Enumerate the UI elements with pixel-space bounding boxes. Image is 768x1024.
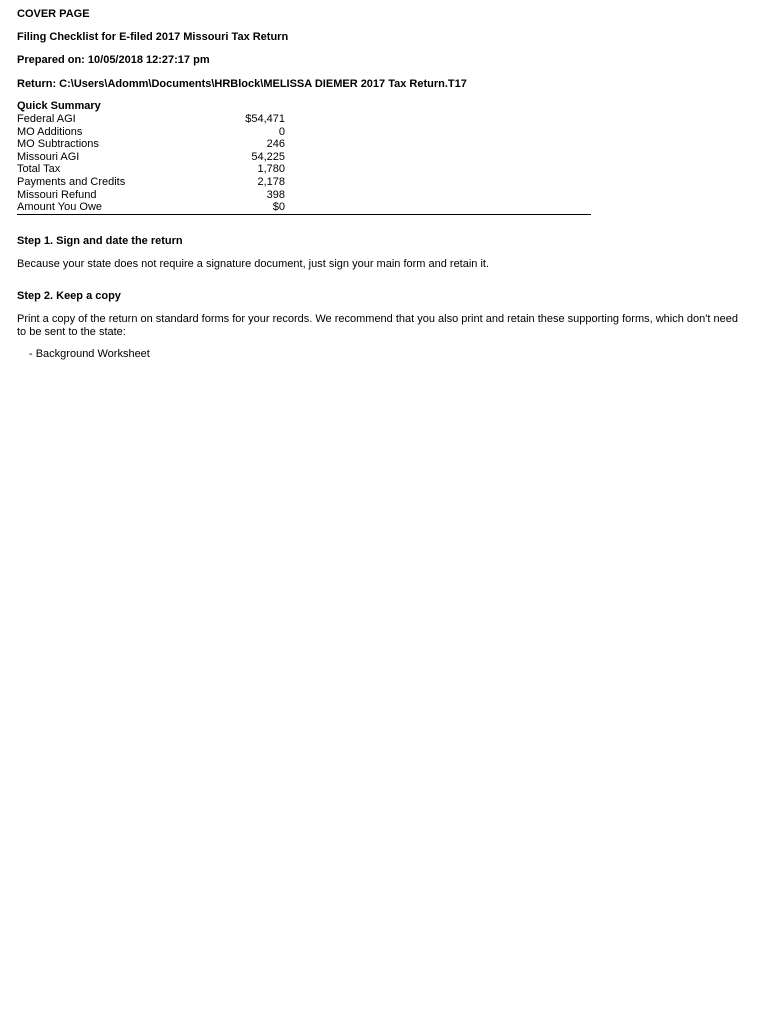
step2-title: Step 2. Keep a copy <box>17 290 121 302</box>
table-row <box>17 151 591 164</box>
table-row <box>17 189 591 202</box>
cover-page-label: COVER PAGE <box>17 8 90 20</box>
row-value: 54,225 <box>251 150 285 163</box>
step1-text: Because your state does not require a signature document, just sign your main form and retain it. <box>17 258 490 270</box>
table-row <box>17 126 591 139</box>
row-label: MO Additions <box>17 125 83 138</box>
table-row <box>17 138 591 151</box>
row-value: 398 <box>266 188 285 201</box>
quick-summary <box>17 100 591 215</box>
row-label: Missouri Refund <box>17 188 97 201</box>
prepared-on: Prepared on: 10/05/2018 12:27:17 pm <box>17 54 210 66</box>
row-value: 0 <box>278 125 285 138</box>
row-label: Payments and Credits <box>17 175 126 188</box>
row-value: 2,178 <box>257 175 285 188</box>
table-row <box>17 163 591 176</box>
row-value: 1,780 <box>257 163 285 176</box>
row-value: $54,471 <box>245 113 285 125</box>
row-label: Federal AGI <box>17 113 76 125</box>
quick-summary-title: Quick Summary <box>17 100 101 112</box>
table-row <box>17 201 591 214</box>
step1-title: Step 1. Sign and date the return <box>17 235 183 247</box>
row-label: Amount You Owe <box>17 201 103 214</box>
return-path: Return: C:\Users\Adomm\Documents\HRBlock\MELISSA DIEMER 2017 Tax Return.T17 <box>17 78 467 90</box>
row-label: MO Subtractions <box>17 138 99 151</box>
row-value: $0 <box>272 201 285 214</box>
quick-summary-table <box>17 113 591 215</box>
row-label: Missouri AGI <box>17 150 80 163</box>
table-row <box>17 113 591 126</box>
row-label: Total Tax <box>17 163 61 176</box>
row-value: 246 <box>266 138 285 151</box>
document-title: Filing Checklist for E-filed 2017 Missouri Tax Return <box>17 31 289 43</box>
step2-text: Print a copy of the return on standard forms for your records. We recommend that you also print and retain these supporting forms, which don't need to be sent to the state: <box>17 313 738 338</box>
table-row <box>17 176 591 189</box>
list-item: - Background Worksheet <box>29 348 150 360</box>
